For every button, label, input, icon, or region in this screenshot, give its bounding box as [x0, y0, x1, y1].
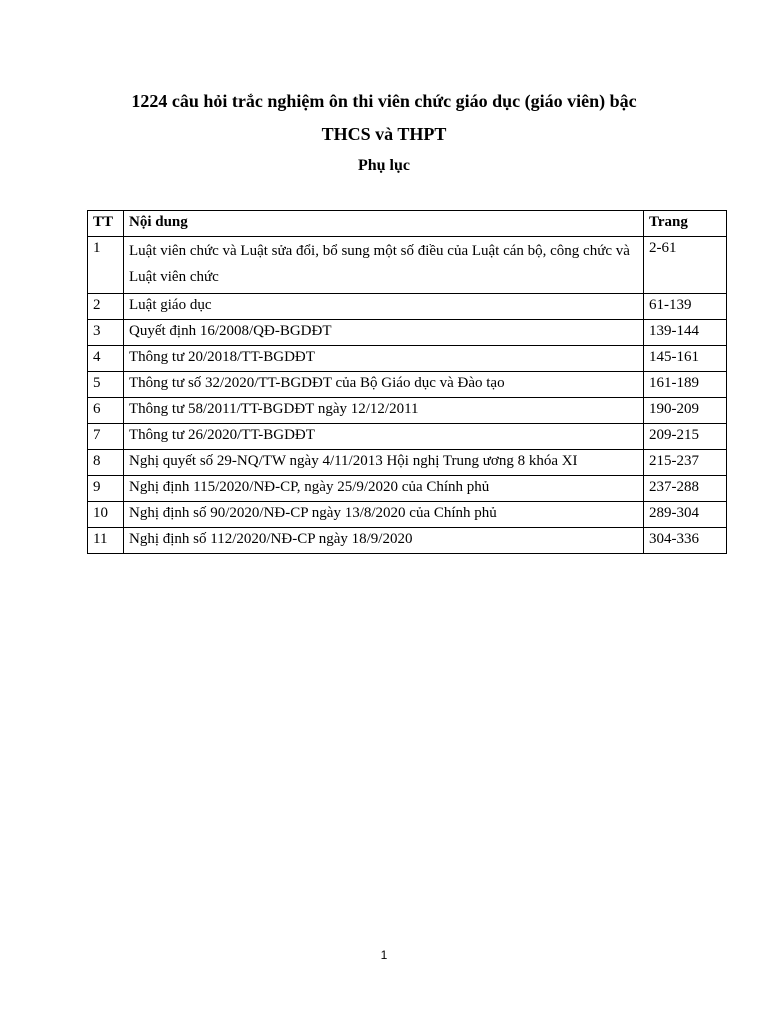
document-title-line-1: 1224 câu hỏi trắc nghiệm ôn thi viên chức giáo dục (giáo viên) bậc: [131, 91, 637, 111]
row-tt: 7: [88, 424, 124, 450]
row-tt: 2: [88, 294, 124, 320]
header-tt: TT: [88, 211, 124, 237]
row-page: 190-209: [644, 398, 727, 424]
header-page: Trang: [644, 211, 727, 237]
row-tt: 4: [88, 346, 124, 372]
row-content: Thông tư 20/2018/TT-BGDĐT: [124, 346, 644, 372]
row-tt: 5: [88, 372, 124, 398]
row-tt: 8: [88, 450, 124, 476]
table-row: [88, 372, 727, 398]
row-tt: 10: [88, 502, 124, 528]
table-header-row: [88, 211, 727, 237]
table-row: [88, 450, 727, 476]
page-number: 1: [380, 948, 388, 962]
table-row: [88, 398, 727, 424]
row-content: Nghị định 115/2020/NĐ-CP, ngày 25/9/2020 của Chính phủ: [124, 476, 644, 502]
row-page: 145-161: [644, 346, 727, 372]
row-page: 61-139: [644, 294, 727, 320]
row-page: 215-237: [644, 450, 727, 476]
row-page: 139-144: [644, 320, 727, 346]
row-page: 209-215: [644, 424, 727, 450]
row-tt: 9: [88, 476, 124, 502]
row-tt: 1: [88, 237, 124, 294]
row-tt: 6: [88, 398, 124, 424]
row-content: Nghị định số 112/2020/NĐ-CP ngày 18/9/2020: [124, 528, 644, 554]
row-content: Luật giáo dục: [124, 294, 644, 320]
row-tt: 3: [88, 320, 124, 346]
table-row: [88, 237, 727, 294]
row-content: Thông tư 26/2020/TT-BGDĐT: [124, 424, 644, 450]
row-content: Thông tư 58/2011/TT-BGDĐT ngày 12/12/2011: [124, 398, 644, 424]
row-page: 2-61: [644, 237, 727, 294]
row-content: Quyết định 16/2008/QĐ-BGDĐT: [124, 320, 644, 346]
row-content: Thông tư số 32/2020/TT-BGDĐT của Bộ Giáo dục và Đào tạo: [124, 372, 644, 398]
appendix-heading: Phụ lục: [357, 157, 410, 174]
row-content: Nghị quyết số 29-NQ/TW ngày 4/11/2013 Hội nghị Trung ương 8 khóa XI: [124, 450, 644, 476]
table-row: [88, 294, 727, 320]
row-tt: 11: [88, 528, 124, 554]
table-row: [88, 476, 727, 502]
table-row: [88, 320, 727, 346]
row-content: Luật viên chức và Luật sửa đổi, bổ sung một số điều của Luật cán bộ, công chức và Luật viên chức: [124, 237, 644, 294]
row-page: 161-189: [644, 372, 727, 398]
document-title-line-2: THCS và THPT: [321, 124, 447, 144]
table-row: [88, 528, 727, 554]
table-row: [88, 346, 727, 372]
row-content: Nghị định số 90/2020/NĐ-CP ngày 13/8/2020 của Chính phủ: [124, 502, 644, 528]
row-page: 289-304: [644, 502, 727, 528]
row-page: 304-336: [644, 528, 727, 554]
table-row: [88, 502, 727, 528]
header-content: Nội dung: [124, 211, 644, 237]
table-of-contents: [87, 210, 727, 554]
row-page: 237-288: [644, 476, 727, 502]
table-row: [88, 424, 727, 450]
